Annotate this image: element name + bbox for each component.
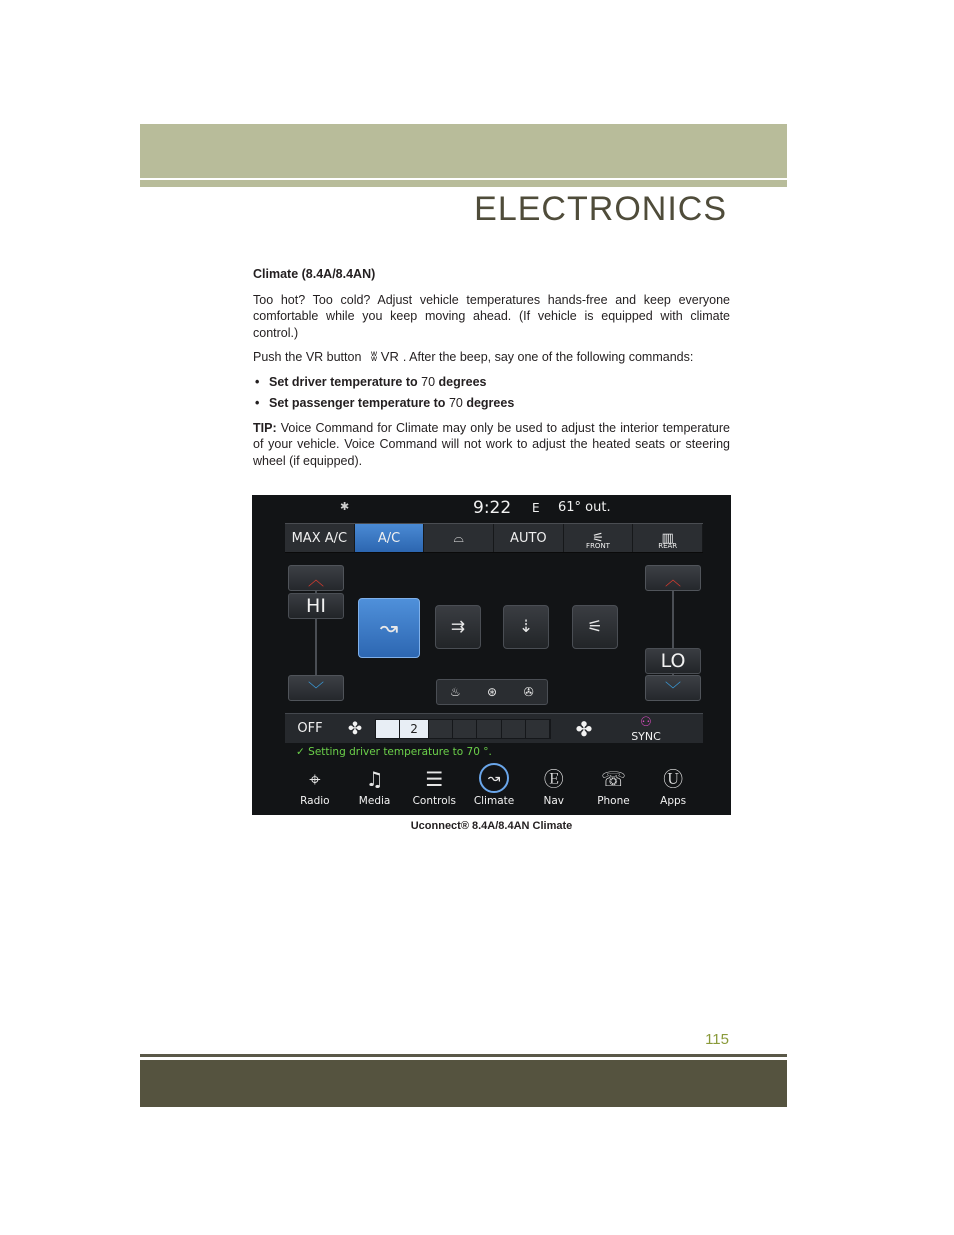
bilevel-vent-icon: ⇉ [450, 617, 466, 637]
vr-instruction-pre: Push the VR button [253, 350, 362, 364]
driver-temp-up-button[interactable] [288, 565, 344, 591]
figure-caption: Uconnect® 8.4A/8.4AN Climate [410, 820, 573, 832]
recirculation-button[interactable] [424, 524, 494, 552]
command-list [253, 374, 730, 412]
mode-floor-button[interactable] [503, 605, 549, 649]
fan-high-icon[interactable]: ✤ [575, 716, 593, 741]
status-bar [252, 495, 731, 521]
panel-vent-icon: ↝ [379, 615, 399, 641]
vr-button-icon: ʬ VR [370, 349, 399, 364]
dock-controls[interactable] [404, 761, 464, 813]
command-item [253, 395, 730, 412]
max-ac-label: MAX A/C [291, 530, 348, 546]
vr-instruction [253, 349, 730, 366]
auto-button[interactable] [494, 524, 564, 552]
dock-phone[interactable] [584, 761, 644, 813]
uconnect-climate-screen [252, 495, 731, 815]
driver-temp-value: HI [288, 593, 344, 619]
passenger-temp-up-button[interactable] [645, 565, 701, 591]
climate-icon: ↝ [479, 763, 509, 793]
command-number: 70 [448, 396, 463, 410]
passenger-temp-down-button[interactable] [645, 675, 701, 701]
dock-radio[interactable] [285, 761, 345, 813]
clock: 9:22 [473, 498, 512, 518]
command-item [253, 374, 730, 391]
sync-label: SYNC [631, 729, 661, 743]
dock-label: Phone [597, 795, 630, 807]
fan-segment [477, 720, 501, 738]
fan-segment [376, 720, 400, 738]
dock-label: Radio [300, 795, 330, 807]
vented-seat-button[interactable]: ✇ [523, 685, 534, 699]
dock-media[interactable] [345, 761, 405, 813]
passenger-temp-value: LO [645, 648, 701, 674]
rear-defrost-button[interactable] [633, 524, 703, 552]
message-value: 70 °. [466, 746, 492, 758]
phone-icon: ☏ [600, 767, 626, 791]
fan-low-icon[interactable]: ✤ [347, 718, 363, 739]
mode-panel-button[interactable] [358, 598, 420, 658]
fan-segment [429, 720, 453, 738]
tip-text: Voice Command for Climate may only be used to adjust the interior temperature of your vehicle. Voice Command will not work to adjust the heated seats or steering wheel (if equipped). [253, 420, 731, 468]
auto-label: AUTO [510, 530, 547, 546]
fan-segment [526, 720, 550, 738]
ac-label: A/C [377, 530, 401, 546]
dock-label: Climate [473, 795, 515, 807]
outside-temp: 61° out. [558, 500, 611, 515]
floor-vent-icon: ⇣ [518, 617, 534, 637]
dock-label: Nav [543, 795, 564, 807]
bluetooth-icon: ✱ [340, 500, 350, 513]
mode-defrost-floor-button[interactable] [572, 605, 618, 649]
front-defrost-label: FRONT [586, 542, 610, 550]
dock-label: Controls [412, 795, 457, 807]
dock-nav[interactable] [524, 761, 584, 813]
command-pre: Set driver temperature to [269, 374, 418, 389]
command-number: 70 [421, 374, 436, 389]
chevron-down-icon: ﹀ [307, 679, 324, 699]
dock-climate[interactable] [464, 761, 524, 813]
heated-seat-button[interactable]: ♨ [449, 685, 461, 699]
dock-label: Media [358, 795, 391, 807]
page-number: 115 [705, 1031, 729, 1048]
seat-controls [436, 679, 548, 705]
front-defrost-button[interactable] [564, 524, 634, 552]
apps-icon: Ⓤ [663, 767, 684, 791]
chevron-up-icon: ︿ [307, 569, 324, 589]
sync-button[interactable] [617, 715, 675, 743]
fan-level: 2 [400, 720, 429, 738]
defrost-floor-icon: ⚟ [587, 617, 603, 637]
compass-direction: E [532, 501, 540, 515]
tip-paragraph [253, 420, 730, 470]
ac-button[interactable] [355, 524, 425, 552]
voice-feedback-message [296, 746, 492, 758]
chevron-down-icon: ﹀ [664, 679, 681, 699]
header-rule [140, 180, 787, 187]
footer-band [140, 1060, 787, 1107]
article [253, 266, 730, 477]
fan-speed-slider[interactable] [375, 719, 551, 739]
media-icon: ♫ [365, 767, 384, 791]
command-pre: Set passenger temperature to [269, 396, 446, 410]
vr-instruction-post: . After the beep, say one of the following commands: [402, 350, 694, 364]
mode-bilevel-button[interactable] [435, 605, 481, 649]
max-ac-button[interactable] [285, 524, 355, 552]
climate-topbar [285, 523, 703, 553]
recirculation-icon: ⌓ [453, 530, 464, 546]
tip-label: TIP: [253, 420, 277, 435]
radio-icon: ⌖ [309, 767, 321, 791]
message-text: Setting driver temperature to [308, 746, 464, 758]
fan-bar [285, 713, 703, 743]
fan-segment [453, 720, 477, 738]
fan-off-button[interactable]: OFF [297, 721, 323, 736]
rear-defrost-icon: ▥ [661, 530, 674, 546]
section-title: ELECTRONICS [474, 190, 727, 228]
header-band [140, 124, 787, 178]
dock-label: Apps [660, 795, 687, 807]
heated-wheel-button[interactable]: ⊛ [486, 685, 498, 699]
command-post: degrees [466, 396, 515, 410]
driver-temp-down-button[interactable] [288, 675, 344, 701]
footer-rule [140, 1054, 787, 1057]
rear-defrost-label: REAR [658, 542, 678, 550]
command-post: degrees [438, 374, 487, 389]
app-dock [285, 761, 703, 813]
controls-icon: ☰ [425, 767, 444, 791]
dock-apps[interactable] [643, 761, 703, 813]
sync-icon: ⚇ [640, 714, 652, 730]
intro-paragraph: Too hot? Too cold? Adjust vehicle temperatures hands-free and keep everyone comfortable while you keep moving ahead. (If vehicle is equipped with climate control.) [253, 292, 730, 340]
check-icon: ✓ [296, 746, 305, 758]
article-heading: Climate (8.4A/8.4AN) [253, 267, 376, 281]
front-defrost-icon: ⚟ [592, 530, 604, 546]
fan-segment [502, 720, 526, 738]
nav-icon: Ⓔ [543, 767, 564, 791]
chevron-up-icon: ︿ [664, 569, 681, 589]
